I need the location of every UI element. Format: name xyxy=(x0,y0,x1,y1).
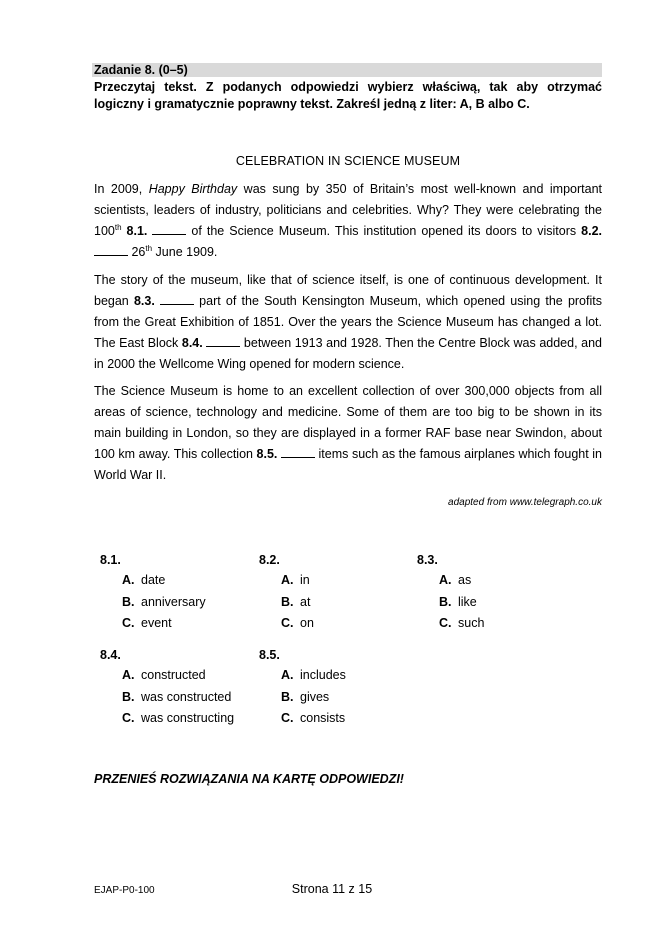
option-a[interactable]: A. as xyxy=(439,573,472,587)
transfer-note: PRZENIEŚ ROZWIĄZANIA NA KARTĘ ODPOWIEDZI! xyxy=(94,772,404,786)
option-b[interactable]: B. anniversary xyxy=(122,595,206,609)
option-c[interactable]: C. on xyxy=(281,616,314,630)
option-a[interactable]: A. date xyxy=(122,573,166,587)
article-paragraph-3: The Science Museum is home to an excellent collection of over 300,000 objects from all areas of science, technology and medicine. Some of them are too big to be shown in its main building in London, so they are displayed in a former RAF base near Swindon, about 100 km away. This collection 8.5. items such as the famous airplanes which fought in World War II. xyxy=(94,384,602,482)
question-number: 8.2. xyxy=(259,553,280,567)
task-header: Zadanie 8. (0–5) xyxy=(92,63,602,77)
option-a[interactable]: A. constructed xyxy=(122,668,206,682)
gap-blank xyxy=(281,445,315,458)
gap-blank xyxy=(160,292,194,305)
page-number: Strona 11 z 15 xyxy=(291,882,373,896)
option-c[interactable]: C. consists xyxy=(281,711,346,725)
option-a[interactable]: A. includes xyxy=(281,668,346,682)
exam-code: EJAP-P0-100 xyxy=(94,885,155,896)
option-b[interactable]: B. at xyxy=(281,595,311,609)
option-b[interactable]: B. gives xyxy=(281,690,330,704)
question-number: 8.1. xyxy=(100,553,121,567)
question-number: 8.3. xyxy=(417,553,438,567)
question-number: 8.5. xyxy=(259,648,280,662)
question-number: 8.4. xyxy=(100,648,121,662)
option-b[interactable]: B. was constructed xyxy=(122,690,232,704)
gap-8-4: 8.4. xyxy=(181,336,203,350)
gap-8-2: 8.2. xyxy=(581,224,602,238)
gap-8-1: 8.1. xyxy=(126,224,148,238)
article-paragraph-2: The story of the museum, like that of science itself, is one of continuous development. It began 8.3. part of the South Kensington Museum, which opened using the profits from the Great Exhibition of 1851. Over the years the Science Museum has changed a lot. The East Block 8.4. between 1913 and 1928. Then the Centre Block was added, and in 2000 the Wellcome Wing opened for modern science. xyxy=(94,273,602,371)
gap-8-5: 8.5. xyxy=(256,447,278,461)
option-a[interactable]: A. in xyxy=(281,573,310,587)
article-title: CELEBRATION IN SCIENCE MUSEUM xyxy=(235,154,461,168)
gap-blank xyxy=(206,334,240,347)
option-c[interactable]: C. was constructing xyxy=(122,711,235,725)
gap-blank xyxy=(152,222,186,235)
option-c[interactable]: C. event xyxy=(122,616,172,630)
option-c[interactable]: C. such xyxy=(439,616,485,630)
article-source: adapted from www.telegraph.co.uk xyxy=(448,497,602,508)
article-paragraph-1: In 2009, Happy Birthday was sung by 350 of Britain’s most well-known and important scientists, leaders of industry, politicians and celebrities. Why? They were celebrating the 100th 8.1. of the Science Museum. This institution opened its doors to visitors 8.2. 26th June 1909. xyxy=(94,182,602,259)
gap-blank xyxy=(94,243,128,256)
task-instructions: Przeczytaj tekst. Z podanych odpowiedzi wybierz właściwą, tak aby otrzymać logiczny i gramatycznie poprawny tekst. Zakreśl jedną z liter: A, B albo C. xyxy=(94,80,602,111)
option-b[interactable]: B. like xyxy=(439,595,477,609)
gap-8-3: 8.3. xyxy=(133,294,155,308)
